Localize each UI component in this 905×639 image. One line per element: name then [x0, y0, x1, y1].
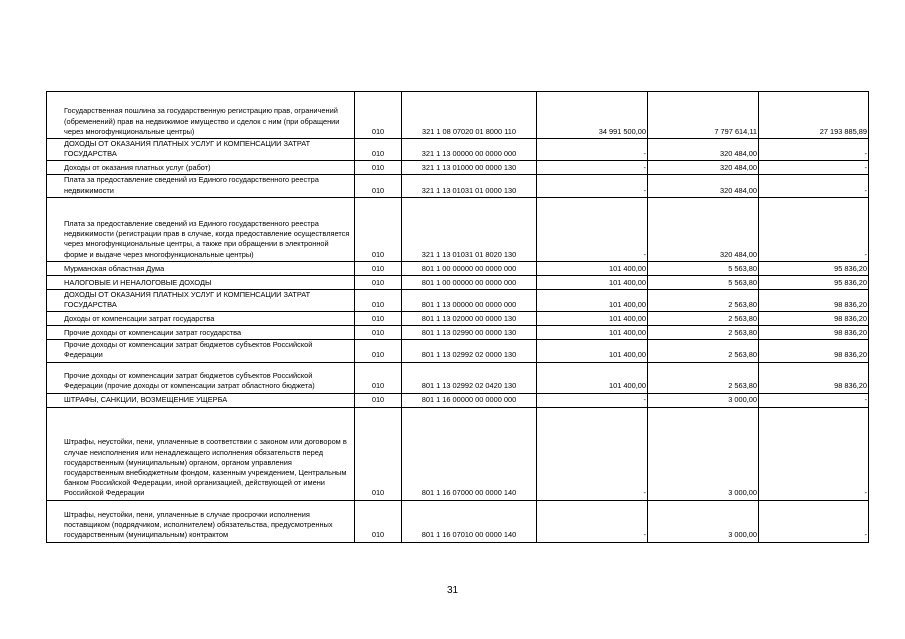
- unexecuted-amount-cell: -: [759, 197, 869, 261]
- revenue-name-cell: ДОХОДЫ ОТ ОКАЗАНИЯ ПЛАТНЫХ УСЛУГ И КОМПЕНСАЦИИ ЗАТРАТ ГОСУДАРСТВА: [47, 139, 355, 161]
- approved-amount-cell: -: [537, 407, 648, 500]
- executed-amount-cell: 7 797 614,11: [648, 92, 759, 139]
- budget-code-cell: 801 1 16 07010 00 0000 140: [402, 500, 537, 542]
- line-code-cell: 010: [355, 407, 402, 500]
- unexecuted-amount-cell: -: [759, 139, 869, 161]
- executed-amount-cell: 2 563,80: [648, 340, 759, 362]
- line-code-cell: 010: [355, 139, 402, 161]
- line-code-cell: 010: [355, 92, 402, 139]
- table-row: [47, 340, 869, 362]
- executed-amount-cell: 320 484,00: [648, 175, 759, 197]
- revenue-report-table: [46, 91, 869, 543]
- approved-amount-cell: -: [537, 500, 648, 542]
- table-row: [47, 92, 869, 139]
- revenue-name-cell: ДОХОДЫ ОТ ОКАЗАНИЯ ПЛАТНЫХ УСЛУГ И КОМПЕНСАЦИИ ЗАТРАТ ГОСУДАРСТВА: [47, 289, 355, 311]
- table-row: [47, 161, 869, 175]
- budget-code-cell: 321 1 13 00000 00 0000 000: [402, 139, 537, 161]
- revenue-name-cell: Прочие доходы от компенсации затрат государства: [47, 326, 355, 340]
- line-code-cell: 010: [355, 362, 402, 393]
- approved-amount-cell: 101 400,00: [537, 275, 648, 289]
- revenue-name-cell: Штрафы, неустойки, пени, уплаченные в соответствии с законом или договором в случае неисполнения или ненадлежащего исполнения обязательств перед государственным (муниципальным) органом, органом управления государственным внебюджетным фондом, казенным учреждением, Центральным банком Российской Федерации, иной организацией, действующей от имени Российской Федерации: [47, 407, 355, 500]
- budget-code-cell: 321 1 08 07020 01 8000 110: [402, 92, 537, 139]
- unexecuted-amount-cell: 95 836,20: [759, 261, 869, 275]
- revenue-name-cell: Мурманская областная Дума: [47, 261, 355, 275]
- revenue-name-cell: Штрафы, неустойки, пени, уплаченные в случае просрочки исполнения поставщиком (подрядчиком, исполнителем) обязательства, предусмотренных государственным (муниципальным) контрактом: [47, 500, 355, 542]
- executed-amount-cell: 5 563,80: [648, 261, 759, 275]
- revenue-name-cell: Плата за предоставление сведений из Единого государственного реестра недвижимости (регистрации прав в случае, когда предоставление осуществляется через многофункциональные центры, а также при обращении в электронной форме и выдаче через многофункциональные центры): [47, 197, 355, 261]
- budget-code-cell: 801 1 13 02992 02 0000 130: [402, 340, 537, 362]
- executed-amount-cell: 5 563,80: [648, 275, 759, 289]
- line-code-cell: 010: [355, 261, 402, 275]
- revenue-name-cell: НАЛОГОВЫЕ И НЕНАЛОГОВЫЕ ДОХОДЫ: [47, 275, 355, 289]
- approved-amount-cell: -: [537, 161, 648, 175]
- revenue-name-cell: ШТРАФЫ, САНКЦИИ, ВОЗМЕЩЕНИЕ УЩЕРБА: [47, 393, 355, 407]
- line-code-cell: 010: [355, 500, 402, 542]
- revenue-name-cell: Прочие доходы от компенсации затрат бюджетов субъектов Российской Федерации: [47, 340, 355, 362]
- unexecuted-amount-cell: 98 836,20: [759, 326, 869, 340]
- approved-amount-cell: 101 400,00: [537, 312, 648, 326]
- approved-amount-cell: 101 400,00: [537, 362, 648, 393]
- table-body: [47, 92, 869, 543]
- revenue-name-cell: Государственная пошлина за государственную регистрацию прав, ограничений (обременений) прав на недвижимое имущество и сделок с ним (при обращении через многофункциональные центры): [47, 92, 355, 139]
- approved-amount-cell: -: [537, 175, 648, 197]
- table-row: [47, 326, 869, 340]
- line-code-cell: 010: [355, 275, 402, 289]
- executed-amount-cell: 3 000,00: [648, 500, 759, 542]
- approved-amount-cell: 101 400,00: [537, 289, 648, 311]
- executed-amount-cell: 320 484,00: [648, 139, 759, 161]
- table-row: [47, 139, 869, 161]
- budget-code-cell: 321 1 13 01000 00 0000 130: [402, 161, 537, 175]
- budget-code-cell: 801 1 00 00000 00 0000 000: [402, 261, 537, 275]
- unexecuted-amount-cell: -: [759, 393, 869, 407]
- unexecuted-amount-cell: 98 836,20: [759, 289, 869, 311]
- line-code-cell: 010: [355, 393, 402, 407]
- table-row: [47, 500, 869, 542]
- approved-amount-cell: 101 400,00: [537, 340, 648, 362]
- budget-code-cell: 321 1 13 01031 01 0000 130: [402, 175, 537, 197]
- executed-amount-cell: 320 484,00: [648, 197, 759, 261]
- budget-code-cell: 801 1 16 07000 00 0000 140: [402, 407, 537, 500]
- unexecuted-amount-cell: -: [759, 407, 869, 500]
- executed-amount-cell: 2 563,80: [648, 326, 759, 340]
- unexecuted-amount-cell: -: [759, 500, 869, 542]
- table-row: [47, 261, 869, 275]
- approved-amount-cell: 101 400,00: [537, 261, 648, 275]
- table-row: [47, 312, 869, 326]
- unexecuted-amount-cell: 27 193 885,89: [759, 92, 869, 139]
- approved-amount-cell: -: [537, 393, 648, 407]
- line-code-cell: 010: [355, 312, 402, 326]
- approved-amount-cell: 34 991 500,00: [537, 92, 648, 139]
- budget-code-cell: 801 1 13 02000 00 0000 130: [402, 312, 537, 326]
- executed-amount-cell: 2 563,80: [648, 289, 759, 311]
- unexecuted-amount-cell: 98 836,20: [759, 340, 869, 362]
- unexecuted-amount-cell: 95 836,20: [759, 275, 869, 289]
- revenue-name-cell: Доходы от компенсации затрат государства: [47, 312, 355, 326]
- line-code-cell: 010: [355, 340, 402, 362]
- unexecuted-amount-cell: -: [759, 175, 869, 197]
- approved-amount-cell: -: [537, 197, 648, 261]
- line-code-cell: 010: [355, 161, 402, 175]
- line-code-cell: 010: [355, 326, 402, 340]
- line-code-cell: 010: [355, 197, 402, 261]
- budget-code-cell: 801 1 00 00000 00 0000 000: [402, 275, 537, 289]
- revenue-name-cell: Плата за предоставление сведений из Единого государственного реестра недвижимости: [47, 175, 355, 197]
- approved-amount-cell: 101 400,00: [537, 326, 648, 340]
- table-row: [47, 407, 869, 500]
- budget-code-cell: 801 1 13 02992 02 0420 130: [402, 362, 537, 393]
- table-row: [47, 393, 869, 407]
- table-row: [47, 362, 869, 393]
- budget-code-cell: 801 1 13 00000 00 0000 000: [402, 289, 537, 311]
- budget-code-cell: 801 1 16 00000 00 0000 000: [402, 393, 537, 407]
- table-row: [47, 275, 869, 289]
- line-code-cell: 010: [355, 289, 402, 311]
- line-code-cell: 010: [355, 175, 402, 197]
- table-row: [47, 175, 869, 197]
- revenue-name-cell: Прочие доходы от компенсации затрат бюджетов субъектов Российской Федерации (прочие доходы от компенсации затрат областного бюджета): [47, 362, 355, 393]
- unexecuted-amount-cell: 98 836,20: [759, 362, 869, 393]
- revenue-name-cell: Доходы от оказания платных услуг (работ): [47, 161, 355, 175]
- table-row: [47, 289, 869, 311]
- page-number: 31: [446, 585, 459, 596]
- table-row: [47, 197, 869, 261]
- budget-code-cell: 321 1 13 01031 01 8020 130: [402, 197, 537, 261]
- executed-amount-cell: 3 000,00: [648, 407, 759, 500]
- approved-amount-cell: -: [537, 139, 648, 161]
- executed-amount-cell: 3 000,00: [648, 393, 759, 407]
- unexecuted-amount-cell: -: [759, 161, 869, 175]
- executed-amount-cell: 2 563,80: [648, 312, 759, 326]
- unexecuted-amount-cell: 98 836,20: [759, 312, 869, 326]
- budget-code-cell: 801 1 13 02990 00 0000 130: [402, 326, 537, 340]
- executed-amount-cell: 2 563,80: [648, 362, 759, 393]
- executed-amount-cell: 320 484,00: [648, 161, 759, 175]
